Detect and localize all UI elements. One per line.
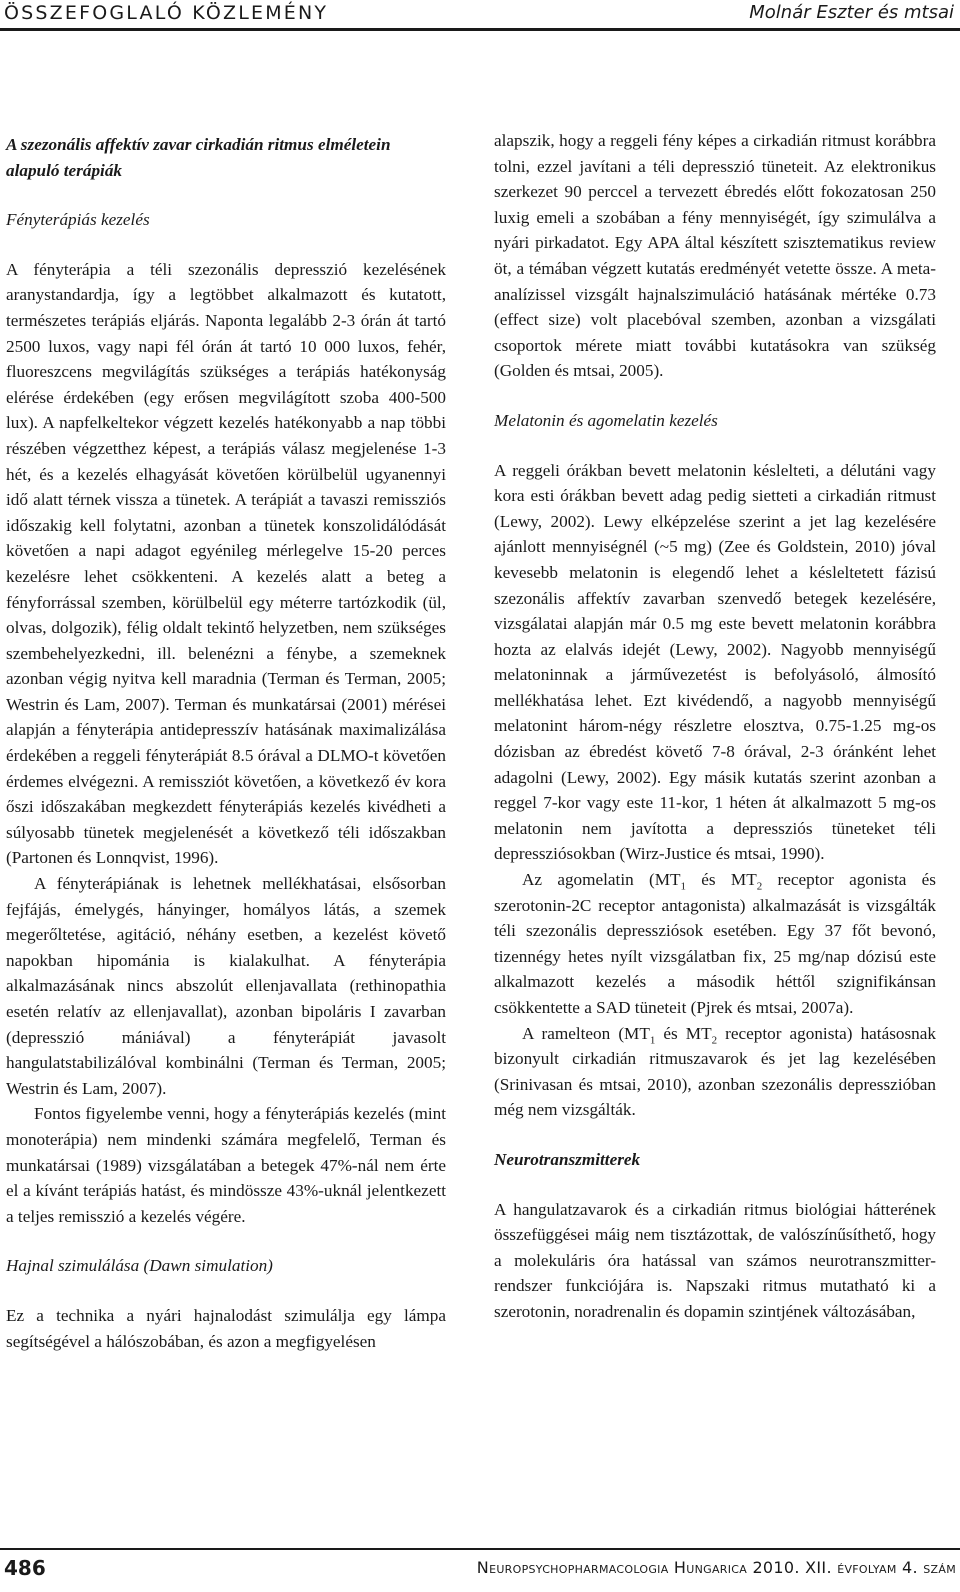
paragraph: A reggeli órákban bevett melatonin késlelteti, a délutáni vagy kora esti órákban bevett adag pedig sietteti a cirkadián ritmust (Lewy, 2002). Lewy elképzelése szerint a jet lag kezelésére ajánlott mennyiségnél (~5 mg) (Zee és Goldstein, 2010) jóval kevesebb melatonin is elegendő lehet a késleltetett fázisú szezonális affektív zavarban szenvedő betegek kezelésére, vizsgálatai alapján már 0.5 mg este bevett melatonin korábbra hozta az elalvás idejét (Lewy, 2002). Nagyobb mennyiségű melatoninnak a járművezetést is befolyásoló, álmosító mellékhatása lehet. Ezt kivédendő, a nagyobb mennyiségű melatonint három-négy részletre elosztva, 0.75-1.25 mg-os dózisban az ébredést követő 7-8 órával, 2-3 óránként lehet adagolni (Lewy, 2002). Egy másik kutatás szerint azonban a reggel 7-kor vagy este 11-kor, 1 héten át alkalmazott 5 mg-os melatonin nem javította a depressziós tüneteket téli depressziósokban (Wirz-Justice és mtsai, 1990). <box>494 460 936 864</box>
paragraph: A hangulatzavarok és a cirkadián ritmus biológiai hátterének összefüggései máig nem tisztázottak, de valószínűsíthető, hogy a molekuláris óra hatással van számos neurotranszmitter-rendszer funkciójára is. Napszaki ritmus mutatható ki a szerotonin, noradrenalin és dopamin szintjének változásában, <box>494 1199 936 1321</box>
text-run: és MT <box>686 870 757 890</box>
text-run: receptor agonista és szerotonin-2C receptor antagonista) alkalmazását is vizsgálták téli szezonális depressziósok esetében. Egy 37 főt bevonó, tizennégy hetes nyílt vizsgálatban fix, 25 mg/nap dózisú este alkalmazott kezelés a második héttől szignifikánsan csökkentette a SAD tüneteit (Pjrek és mtsai, 2007a). <box>494 870 936 1017</box>
paragraph: alapszik, hogy a reggeli fény képes a cirkadián ritmust korábbra tolni, ezzel javítani a téli depresszió tüneteit. Az elektronikus szerkezet 90 perccel a tervezett ébredés előtt fokozatosan 250 luxig emeli a szobában a fény mennyiségét, így szimulálva a nyári pirkadatot. Egy APA által készített szisztematikus review öt, a témában végzett kutatás eredményét vetette össze. A meta-analízissel vizsgált hajnalszimuláció hatásának mértéke 0.73 (effect size) volt placebóval szemben, azonban a vizsgálati csoportok mérete miatt további kutatásokra van szükség (Golden és mtsai, 2005). <box>494 131 936 381</box>
subscript: 1 <box>649 1034 656 1047</box>
page-number: 486 <box>4 1556 46 1580</box>
subscript: 2 <box>711 1034 718 1047</box>
paragraph: A fényterápia a téli szezonális depresszió kezelésének aranystandardja, így a legtöbbet alkalmazott és kutatott, természetes terápiás eljárás. Naponta legalább 2-3 órán át tartó 2500 luxos, vagy napi fél órán át tartó 10 000 luxos, fehér, fluoreszcens megvilágítás szükséges a terápiás hatékonyság elérése érdekében (egy erősen megvilágított szoba 400-500 lux). A napfelkeltekor végzett kezelés hatékonyabb a nap többi részében végzetthez képest, a terápiás válasz megjelenése 1-3 hét, és a kezelés elhagyását követően körülbelül ugyanennyi idő alatt térnek vissza a tünetek. A terápiát a tavaszi remissziós időszakig kell folytatni, azonban a tünetek konszolidálódását követően a napi adagot egyénileg mérlegelve 15-20 perces kezelésre lehet csökkenteni. A kezelés alatt a beteg a fényforrással szemben, körülbelül egy méterre tartózkodik (ül, olvas, dolgozik), félig oldalt tekintő helyzetben, nem szükséges szembehelyezkedni, ill. belenézni a fénybe, a szemeknek azonban végig nyitva kell maradnia (Terman és Terman, 2005; Westrin és Lam, 2007). Terman és munkatársai (2001) mérései alapján a fényterápia antidepresszív hatásának maximalizálása érdekében a reggeli fényterápiát 8.5 órával a DLMO-t követően érdemes elvégezni. A remissziót követően, a következő év kora őszi időszakában megkezdett fényterápiás kezelés kivédheti a súlyosabb tünetek megjelenését a következő téli időszakban (Partonen és Lonnqvist, 1996). <box>6 259 446 868</box>
right-column <box>494 128 936 1325</box>
text-run: receptor agonista) hatásosnak bizonyult cirkadián ritmuszavarok és jet lag kezelésében (Srinivasan és mtsai, 2010), azonban szezonális depresszióban még nem vizsgálták. <box>494 1023 936 1120</box>
journal-citation: Neuropsychopharmacologia Hungarica 2010. XII. évfolyam 4. szám <box>476 1558 956 1577</box>
text-run: A ramelteon (MT <box>522 1023 650 1043</box>
text-run: Az agomelatin (MT <box>522 870 681 890</box>
subheading-light-therapy: Fényterápiás kezelés <box>6 210 150 230</box>
paragraph: Ez a technika a nyári hajnalodást szimulálja egy lámpa segítségével a hálószobában, és azon a megfigyelésen <box>6 1305 446 1351</box>
text-run: és MT <box>655 1023 712 1043</box>
subheading-neurotransmitters: Neurotranszmitterek <box>494 1149 641 1169</box>
section-heading: A szezonális affektív zavar cirkadián ritmus elméletein alapuló terápiák <box>6 135 391 180</box>
paragraph-agomelatin <box>494 867 936 1021</box>
section-label: ÖSSZEFOGLALÓ KÖZLEMÉNY <box>4 2 329 24</box>
paragraph-ramelteon <box>494 1021 936 1123</box>
paragraph: Fontos figyelembe venni, hogy a fényterápiás kezelés (mint monoterápia) nem mindenki számára megfelelő, Terman és munkatársai (1989) vizsgálatában a betegek 47%-nál nem érte el a kívánt terápiás hatást, és mindössze 43%-uknál jelentkezett a teljes remisszió a kezelés végére. <box>6 1104 446 1226</box>
running-header <box>0 0 960 31</box>
left-column <box>6 128 446 1354</box>
subscript: 1 <box>680 880 686 893</box>
subheading-melatonin: Melatonin és agomelatin kezelés <box>494 410 718 430</box>
paragraph: A fényterápiának is lehetnek mellékhatásai, elsősorban fejfájás, émelygés, hányinger, homályos látás, a szemek megerőltetése, agitáció, néhány esetben, a kezelést követő napokban hipománia is kialakulhat. A fényterápia alkalmazásának nincs abszolút ellenjavallata (rethinopathia esetén relatív az ellenjavallat), azonban bipoláris I zavarban (depresszió mániával) a fényterápiát javasolt hangulatstabilizálóval kombinálni (Terman és Terman, 2005; Westrin és Lam, 2007). <box>6 874 446 1098</box>
running-authors: Molnár Eszter és mtsai <box>749 2 954 23</box>
page-footer <box>0 1548 960 1592</box>
subscript: 2 <box>756 880 763 893</box>
subheading-dawn-simulation: Hajnal szimulálása (Dawn simulation) <box>6 1256 273 1276</box>
